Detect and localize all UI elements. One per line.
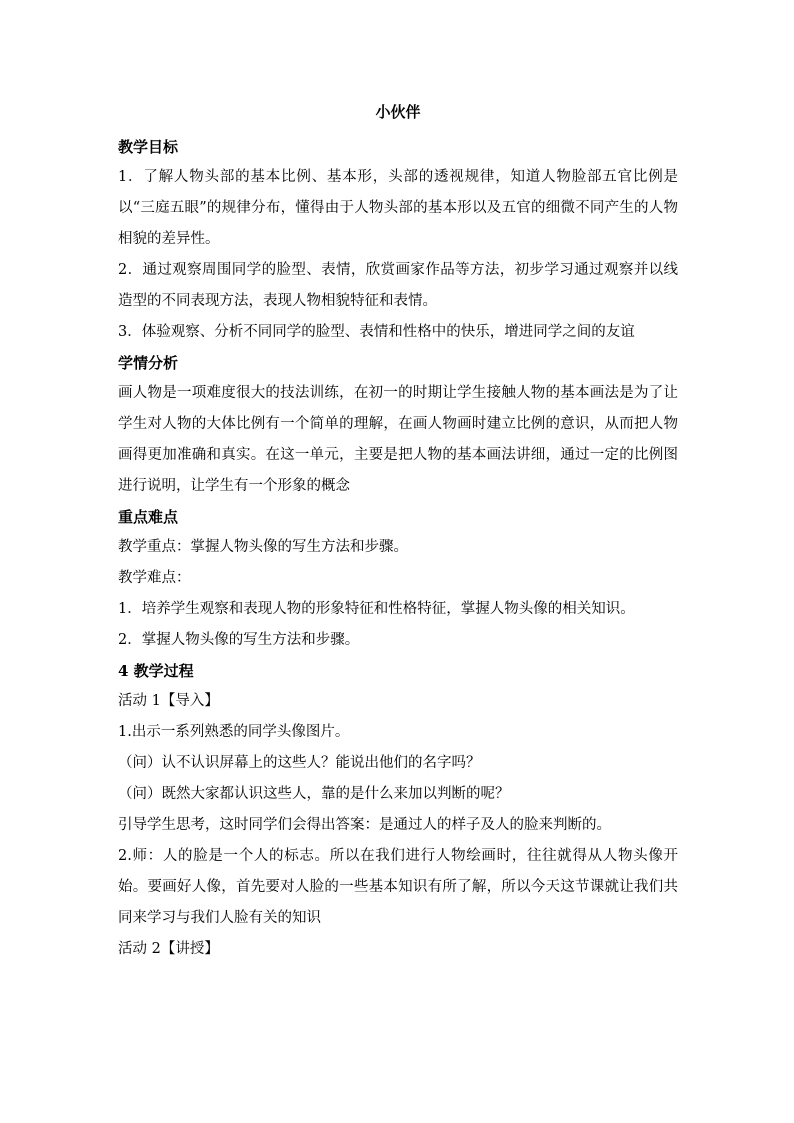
- difficulty-1: 1．培养学生观察和表现人物的形象特征和性格特征，掌握人物头像的相关知识。: [118, 601, 635, 617]
- objective-1: 1．了解人物头部的基本比例、基本形，头部的透视规律，知道人物脸部五官比例是以“三庭五眼”的规律分布，懂得由于人物头部的基本形以及五官的细微不同产生的人物相貌的差异性。: [118, 169, 678, 247]
- activity-1-label: 活动 1【导入】: [118, 693, 219, 709]
- analysis-paragraph: 画人物是一项难度很大的技法训练，在初一的时期让学生接触人物的基本画法是为了让学生对人物的大体比例有一个简单的理解，在画人物画时建立比例的意识，从而把人物画得更加准确和真实。在这一单元，主要是把人物的基本画法讲细，通过一定的比例图进行说明，让学生有一个形象的概念: [118, 385, 678, 494]
- section-heading-objectives: 教学目标: [118, 138, 179, 156]
- section-heading-key-points: 重点难点: [118, 508, 179, 526]
- activity-1-step-1: 1.出示一系列熟悉的同学头像图片。: [118, 724, 350, 740]
- activity-1-question-1: （问）认不认识屏幕上的这些人？能说出他们的名字吗？: [118, 755, 481, 771]
- document-title: 小伙伴: [375, 103, 421, 121]
- activity-1-guidance: 引导学生思考，这时同学们会得出答案：是通过人的样子及人的脸来判断的。: [118, 817, 611, 833]
- section-heading-analysis: 学情分析: [118, 354, 179, 372]
- activity-2-label: 活动 2【讲授】: [118, 941, 219, 957]
- objective-2: 2．通过观察周围同学的脸型、表情，欣赏画家作品等方法，初步学习通过观察并以线造型的不同表现方法，表现人物相貌特征和表情。: [118, 262, 678, 309]
- activity-1-step-2: 2.师：人的脸是一个人的标志。所以在我们进行人物绘画时，往往就得从人物头像开始。要画好人像，首先要对人脸的一些基本知识有所了解，所以今天这节课就让我们共同来学习与我们人脸有关的知识: [118, 848, 678, 926]
- difficulty-2: 2．掌握人物头像的写生方法和步骤。: [118, 632, 360, 648]
- key-point: 教学重点：掌握人物头像的写生方法和步骤。: [118, 539, 408, 555]
- activity-1-question-2: （问）既然大家都认识这些人，靠的是什么来加以判断的呢？: [118, 786, 510, 802]
- objective-3: 3．体验观察、分析不同同学的脸型、表情和性格中的快乐，增进同学之间的友谊: [118, 324, 635, 340]
- section-heading-process: 4 教学过程: [118, 662, 194, 680]
- difficulty-label: 教学难点：: [118, 570, 191, 586]
- document-page: [118, 100, 678, 965]
